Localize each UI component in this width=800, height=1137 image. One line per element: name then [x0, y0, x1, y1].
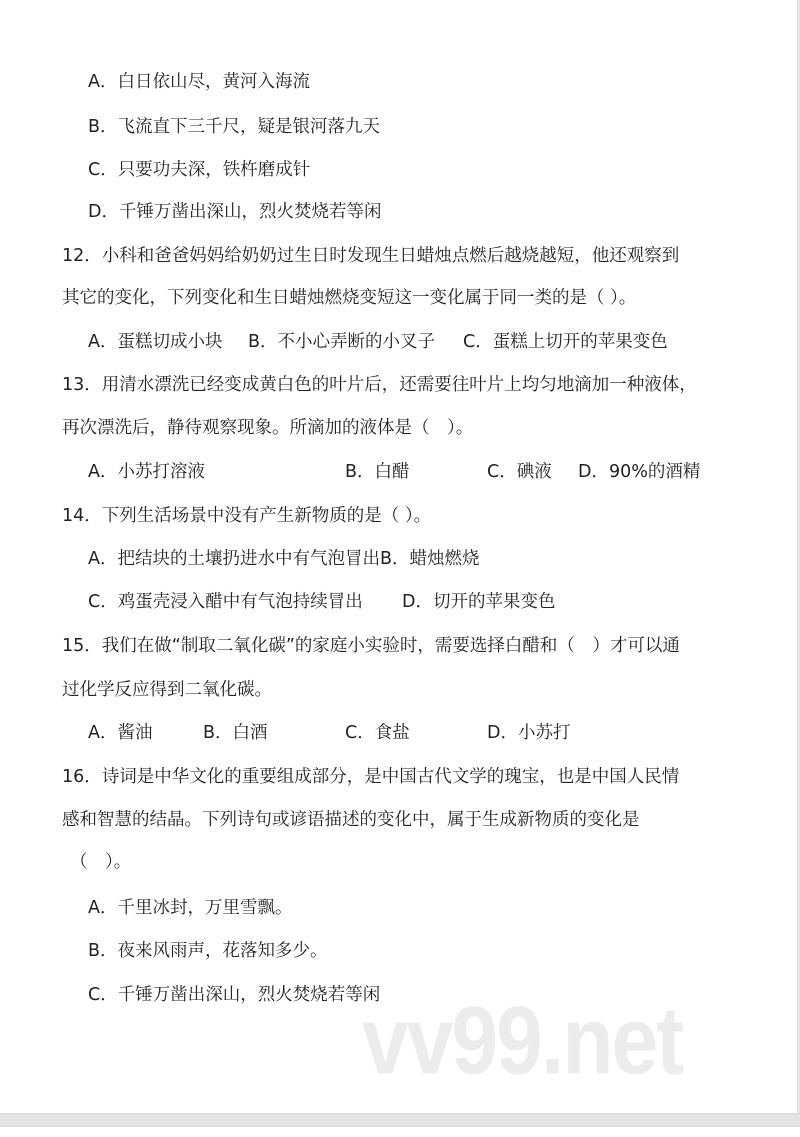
- q12-option-a: A．蛋糕切成小块: [88, 332, 223, 352]
- q16-option-a: A．千里冰封，万里雪飘。: [88, 898, 293, 918]
- q15-option-c: C．食盐: [345, 723, 410, 743]
- q15-option-b: B．白酒: [203, 723, 268, 743]
- q13-option-c: C．碘液: [487, 462, 552, 482]
- q13-stem-line1: 13．用清水漂洗已经变成黄白色的叶片后，还需要往叶片上均匀地滴加一种液体，: [62, 375, 697, 395]
- q12-option-b: B．不小心弄断的小叉子: [248, 332, 436, 352]
- q15-stem-line2: 过化学反应得到二氧化碳。: [62, 680, 272, 700]
- watermark: vv99.net: [362, 985, 683, 1094]
- q11-option-c: C．只要功夫深，铁杵磨成针: [88, 160, 311, 180]
- q13-option-d: D．90%的酒精: [578, 462, 701, 482]
- q14-option-ab: A．把结块的土壤扔进水中有气泡冒出B．蜡烛燃烧: [88, 549, 480, 569]
- q14-option-c: C．鸡蛋壳浸入醋中有气泡持续冒出: [88, 592, 363, 612]
- q14-stem: 14．下列生活场景中没有产生新物质的是（ ）。: [62, 506, 432, 526]
- q11-option-a: A．白日依山尽，黄河入海流: [88, 72, 310, 92]
- q11-option-d: D．千锤万凿出深山，烈火焚烧若等闲: [88, 202, 382, 222]
- q12-stem-line1: 12．小科和爸爸妈妈给奶奶过生日时发现生日蜡烛点燃后越烧越短，他还观察到: [62, 246, 680, 266]
- q13-option-b: B．白醋: [345, 462, 410, 482]
- q16-stem-line3: （ ）。: [70, 852, 132, 872]
- q13-option-a: A．小苏打溶液: [88, 462, 205, 482]
- q16-option-c: C．千锤万凿出深山，烈火焚烧若等闲: [88, 985, 381, 1005]
- q12-option-c: C．蛋糕上切开的苹果变色: [463, 332, 668, 352]
- q16-option-b: B．夜来风雨声，花落知多少。: [88, 941, 328, 961]
- q12-stem-line2: 其它的变化，下列变化和生日蜡烛燃烧变短这一变化属于同一类的是（ ）。: [62, 288, 637, 308]
- q14-option-d: D．切开的苹果变色: [402, 592, 556, 612]
- q15-stem-line1: 15．我们在做“制取二氧化碳”的家庭小实验时，需要选择白醋和（ ）才可以通: [62, 636, 680, 656]
- q15-option-a: A．酱油: [88, 723, 153, 743]
- page-separator: [0, 1113, 800, 1127]
- q11-option-b: B．飞流直下三千尺，疑是银河落九天: [88, 117, 381, 137]
- q15-option-d: D．小苏打: [487, 723, 571, 743]
- q16-stem-line1: 16．诗词是中华文化的重要组成部分，是中国古代文学的瑰宝，也是中国人民情: [62, 767, 680, 787]
- q13-stem-line2: 再次漂洗后，静待观察现象。所滴加的液体是（ ）。: [62, 418, 474, 438]
- q16-stem-line2: 感和智慧的结晶。下列诗句或谚语描述的变化中，属于生成新物质的变化是: [62, 810, 640, 830]
